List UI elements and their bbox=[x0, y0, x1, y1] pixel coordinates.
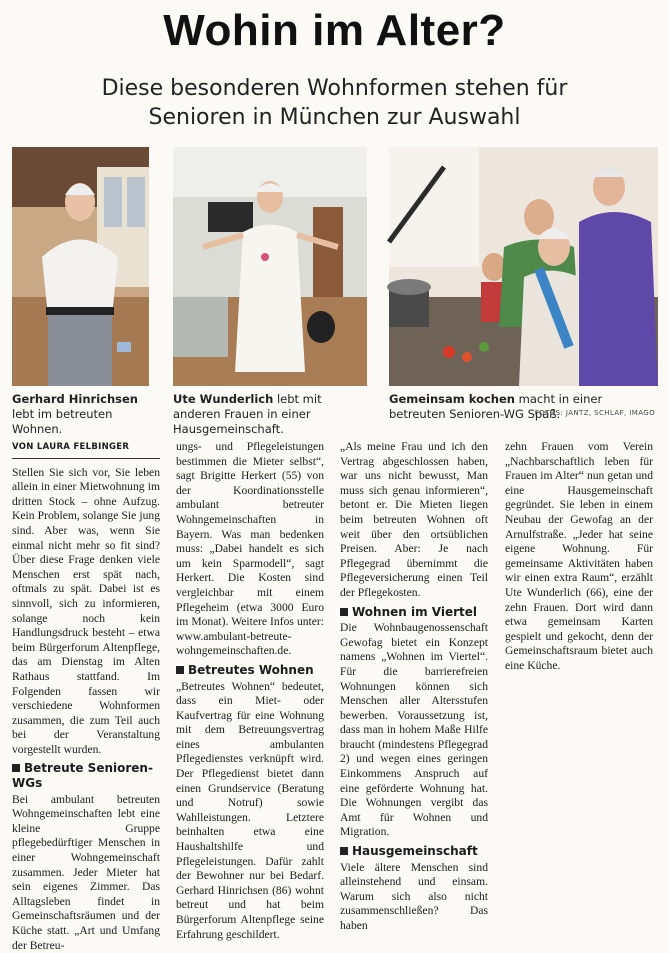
article-column-2 bbox=[176, 440, 324, 941]
caption-text: macht in einer betreuten Senioren-WG Spaß. bbox=[389, 392, 603, 421]
square-bullet-icon bbox=[340, 608, 348, 616]
paragraph: „Betreutes Wohnen“ bedeutet, dass ein Miet- oder Kaufvertrag für eine Wohnung mit dem Betreuungsvertrag eines ambulanten Pflegedienstes verknüpft wird. Der Pflegedienst bietet dann einen Grundservice (Beratung und Notruf) sowie Wahlleistungen. Letztere beinhalten etwa eine Haushaltshilfe und Pflegeleistungen. Dafür zahlt der Bewohner nur bei Bedarf. Gerhard Hinrichsen (86) wohnt betreut und hat beim Bürgerforum Altenpflege seine Erfahrung geschildert. bbox=[176, 679, 324, 941]
photo-credit: FOTOS: JANTZ, SCHLAF, IMAGO bbox=[534, 409, 655, 417]
paragraph: Die Wohnbaugenossenschaft Gewofag bietet ein Konzept namens „Wohnen im Viertel“. Für die barrierefreien Wohnungen können sich Menschen aller Altersstufen bewerben. Voraussetzung ist, dass man in hohem Maße Hilfe braucht (mindestens Pflegegrad 2) und wegen eines geringen Einkommens Anspruch auf eine geförderte Wohnung hat. Die Wohnungen vergibt das Amt für Wohnen und Migration. bbox=[340, 621, 488, 839]
section-heading-wohnen-im-viertel bbox=[340, 605, 488, 620]
caption-name: Gerhard Hinrichsen bbox=[12, 392, 138, 406]
article-column-1 bbox=[12, 440, 160, 952]
paragraph: Bei ambulant betreuten Wohngemeinschaften lebt eine kleine Gruppe pflegebedürftiger Menschen in einer Wohngemeinschaft zusammen. Jeder Mieter hat sein eigenes Zimmer. Das Alltagsleben findet in Gemeinschaftsräumen und der Küche statt. „Art und Umfang der Betreu- bbox=[12, 792, 160, 952]
caption-name: Ute Wunderlich bbox=[173, 392, 274, 406]
caption-text: lebt im betreuten Wohnen. bbox=[12, 407, 113, 436]
paragraph: „Als meine Frau und ich den Vertrag abgeschlossen haben, war uns nicht bewusst, Man muss sich genau informieren“, betont er. Die Mieten liegen beim betreuten Wohnen oft weit über den ortsüblichen Preisen. Aber: Je nach Pflegegrad übernimmt die Pflegeversicherung einen Teil der Pflegekosten. bbox=[340, 440, 488, 599]
photo-gemeinsam-kochen bbox=[389, 147, 658, 386]
intro-paragraph: Stellen Sie sich vor, Sie leben allein in einer Mietwohnung im dritten Stock – ohne Aufzug. Kein Problem, solange Sie jung sind. Aber was, wenn Sie einmal nicht mehr so fit sind? Über diese Frage denken viele Menschen erst spät nach, oftmals zu spät. Dabei ist es sinnvoll, sich zu informieren, solange noch kein Handlungsdruck besteht – etwa beim Bürgerforum Altenpflege, das am Dienstag im Alten Rathaus stattfand. Im Folgenden fassen wir verschiedene Wohnformen zusammen, die zum Teil auch bei der Veranstaltung vorgestellt wurden. bbox=[12, 465, 160, 756]
section-heading-text: Betreute Senioren-WGs bbox=[12, 761, 153, 791]
photo-ute-wunderlich bbox=[173, 147, 367, 386]
paragraph: Viele ältere Menschen sind alleinstehend und einsam. Warum sich also nicht zusammenschließen? Das haben bbox=[340, 860, 488, 932]
section-heading-hausgemeinschaft bbox=[340, 844, 488, 859]
caption-text: lebt mit anderen Frauen in einer Hausgemeinschaft. bbox=[173, 392, 322, 436]
photo-caption-2 bbox=[173, 392, 369, 437]
square-bullet-icon bbox=[176, 666, 184, 674]
square-bullet-icon bbox=[340, 847, 348, 855]
photo-gerhard-hinrichsen bbox=[12, 147, 149, 386]
section-heading-text: Hausgemeinschaft bbox=[352, 844, 478, 859]
headline: Wohin im Alter? bbox=[163, 6, 506, 55]
paragraph: ungs- und Pflegeleistungen bestimmen die Mieter selbst“, sagt Brigitte Herkert (55) von der Koordinationsstelle ambulant betreuter Wohngemeinschaften in Bayern. Was man bedenken muss: „Dabei handelt es sich um kein Sparmodell“, sagt Herkert. Die Kosten sind vergleichbar mit einem Pflegeheim (etwa 3000 Euro im Monat). Weitere Infos unter: www.ambulant-betreute-wohngemeinschaften.de. bbox=[176, 440, 324, 658]
article-column-4 bbox=[505, 440, 653, 910]
caption-name: Gemeinsam kochen bbox=[389, 392, 515, 406]
photo-caption-3 bbox=[389, 392, 661, 422]
article-column-3 bbox=[340, 440, 488, 932]
section-heading-betreutes-wohnen bbox=[176, 663, 324, 678]
square-bullet-icon bbox=[12, 764, 20, 772]
photo-caption-1 bbox=[12, 392, 152, 437]
subheadline: Diese besonderen Wohnformen stehen für Senioren in München zur Auswahl bbox=[101, 76, 568, 130]
section-heading-text: Wohnen im Viertel bbox=[352, 604, 478, 619]
paragraph: zehn Frauen vom Verein „Nachbarschaftlich leben für Frauen im Alter“ nun getan und eine Hausgemeinschaft gegründet. Sie leben in einem Neubau der Gewofag an der Arnulfstraße. „Jeder hat seine eigene Wohnung. Für gemeinsame Aktivitäten haben wir einen extra Raum“, erzählt Ute Wunderlich (66), eine der zehn Frauen. Dort wird dann etwa gemeinsam Karten gespielt und gekocht, denn der Gemeinschaftsraum bietet auch eine Küche. bbox=[505, 440, 653, 672]
section-heading-betreute-senioren-wgs bbox=[12, 761, 160, 790]
byline: VON LAURA FELBINGER bbox=[12, 440, 160, 459]
section-heading-text: Betreutes Wohnen bbox=[188, 662, 314, 677]
